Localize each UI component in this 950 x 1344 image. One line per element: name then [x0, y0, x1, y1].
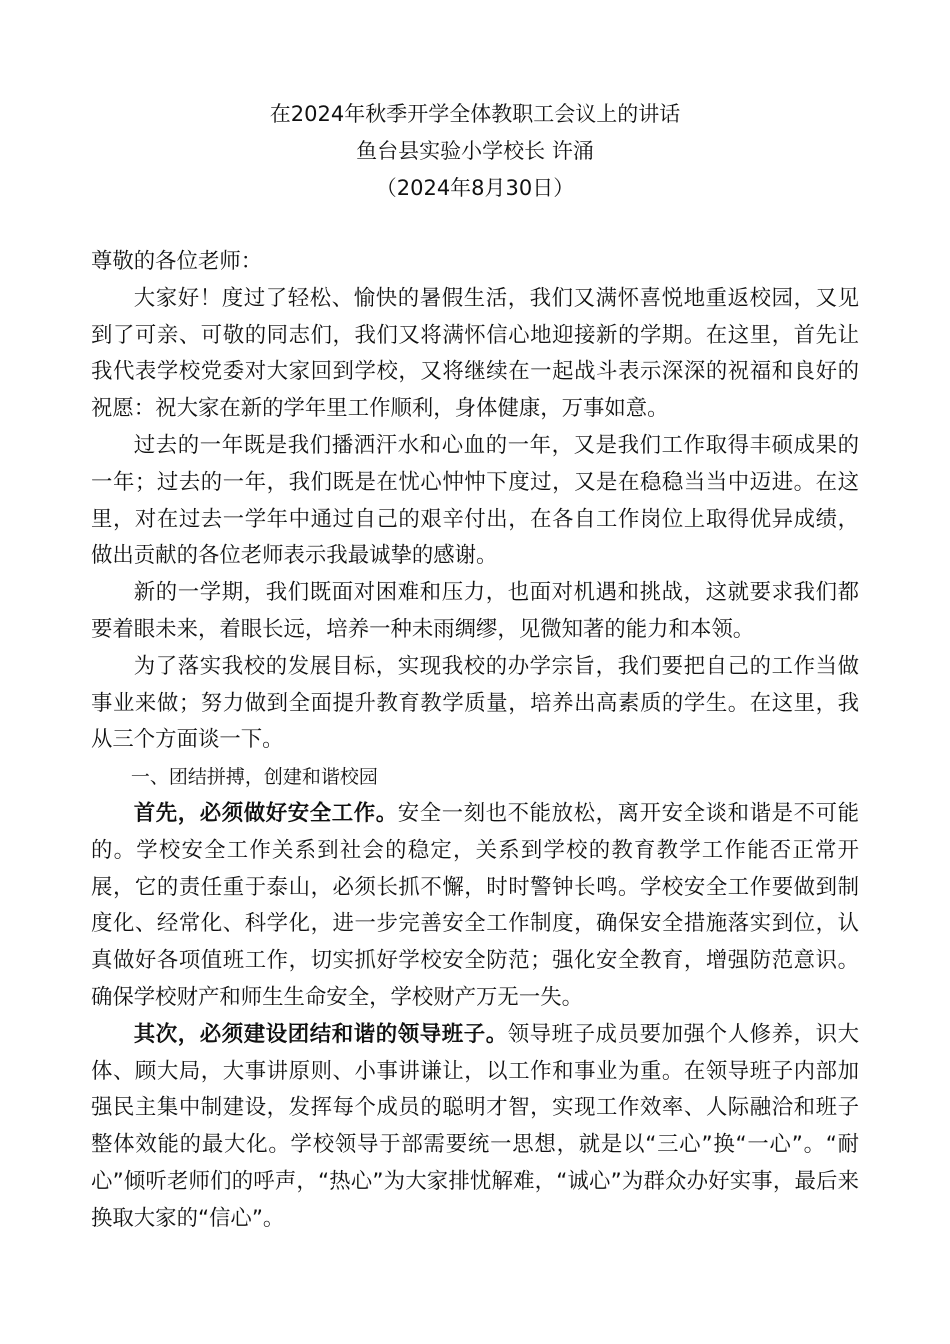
paragraph-past-year: 过去的一年既是我们播洒汗水和心血的一年，又是我们工作取得丰硕成果的一年；过去的一年，我们既是在忧心忡忡下度过，又是在稳稳当当中迈进。在这里，对在过去一学年中通过自己的艰辛付出，在各自工作岗位上取得优异成绩，做出贡献的各位老师表示我最诚挚的感谢。 — [91, 432, 859, 569]
speech-title: 在2024年秋季开学全体教职工会议上的讲话 — [269, 102, 681, 126]
speaker-line: 鱼台县实验小学校长 许涌 — [356, 139, 594, 163]
title-block — [0, 96, 950, 207]
salutation: 尊敬的各位老师： — [91, 249, 263, 274]
paragraph-safety-text: 安全一刻也不能放松，离开安全谈和谐是不可能的。学校安全工作关系到社会的稳定，关系到学校的教育教学工作能否正常开展，它的责任重于泰山，必须长抓不懈，时时警钟长鸣。学校安全工作要做到制度化、经常化、科学化，进一步完善安全工作制度，确保安全措施落实到位，认真做好各项值班工作，切实抓好学校安全防范；强化安全教育，增强防范意识。确保学校财产和师生生命安全，学校财产万无一失。 — [91, 800, 859, 1010]
paragraph-new-semester: 新的一学期，我们既面对困难和压力，也面对机遇和挑战，这就要求我们都要着眼未来，着眼长远，培养一种未雨绸缪，见微知著的能力和本领。 — [91, 580, 859, 642]
paragraph-greeting: 大家好！度过了轻松、愉快的暑假生活，我们又满怀喜悦地重返校园，又见到了可亲、可敬的同志们，我们又将满怀信心地迎接新的学期。在这里，首先让我代表学校党委对大家回到学校，又将继续在一起战斗表示深深的祝福和良好的祝愿：祝大家在新的学年里工作顺利，身体健康，万事如意。 — [91, 285, 859, 422]
paragraph-goals: 为了落实我校的发展目标，实现我校的办学宗旨，我们要把自己的工作当做事业来做；努力做到全面提升教育教学质量，培养出高素质的学生。在这里，我从三个方面谈一下。 — [91, 653, 859, 753]
paragraph-safety-lead: 首先，必须做好安全工作。 — [133, 800, 398, 826]
paragraph-leadership-lead: 其次，必须建设团结和谐的领导班子。 — [133, 1021, 508, 1047]
speech-date: （2024年8月30日） — [375, 176, 575, 200]
paragraph-leadership — [91, 1017, 859, 1238]
paragraph-safety — [91, 796, 859, 1017]
speech-body — [91, 244, 859, 1238]
section-heading: 一、团结拼搏，创建和谐校园 — [130, 766, 378, 789]
paragraph-leadership-text: 领导班子成员要加强个人修养，识大体、顾大局，大事讲原则、小事讲谦让，以工作和事业为重。在领导班子内部加强民主集中制建设，发挥每个成员的聪明才智，实现工作效率、人际融洽和班子整体效能的最大化。学校领导于部需要统一思想，就是以“三心”换“一心”。“耐心”倾听老师们的呼声，“热心”为大家排忧解难，“诚心”为群众办好实事，最后来换取大家的“信心”。 — [91, 1021, 859, 1231]
